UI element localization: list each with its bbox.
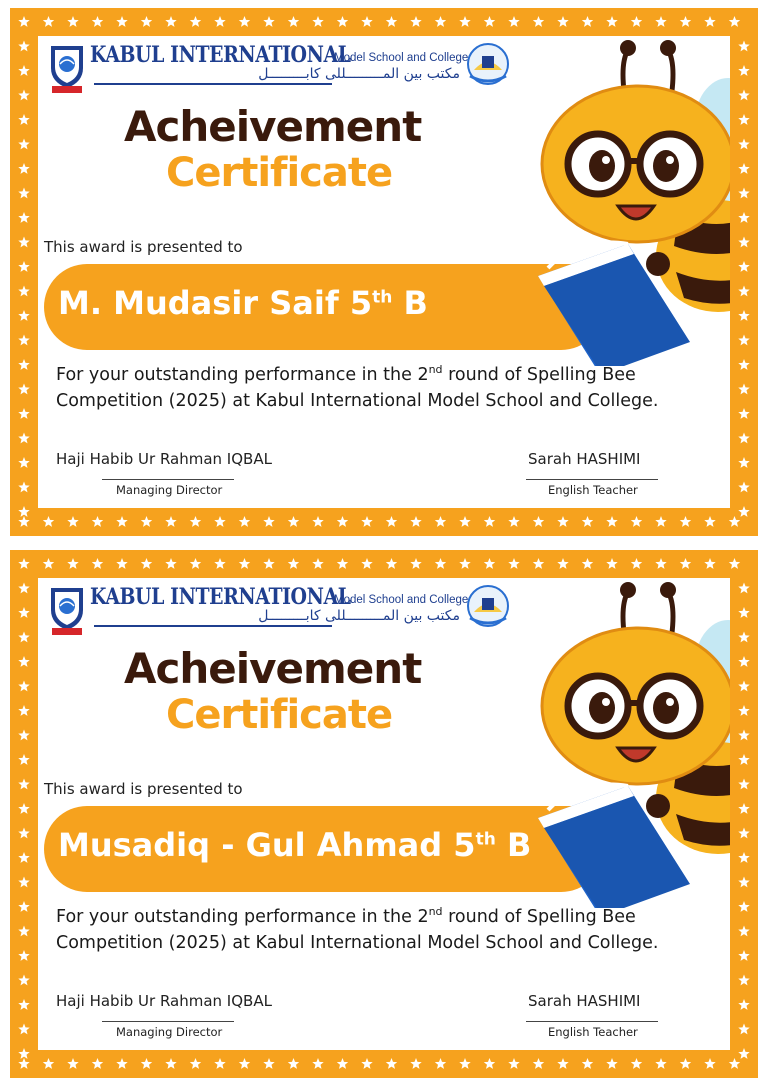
- border-star: [680, 16, 691, 27]
- border-star: [361, 1058, 372, 1069]
- student-name: Musadiq - Gul Ahmad 5th B: [58, 826, 532, 864]
- border-star: [738, 506, 749, 517]
- school-subtitle: Model School and College: [334, 594, 469, 606]
- achievement-description: For your outstanding performance in the 2nd round of Spelling Bee Competition (2025) at Kabul International Model School and College.: [56, 363, 659, 411]
- border-star: [738, 163, 749, 174]
- border-star: [410, 16, 421, 27]
- border-star: [738, 286, 749, 297]
- border-star: [435, 516, 446, 527]
- border-star: [43, 558, 54, 569]
- border-star: [18, 212, 29, 223]
- border-star: [738, 926, 749, 937]
- presented-to-label: This award is presented to: [44, 238, 243, 256]
- border-star: [582, 16, 593, 27]
- border-star: [92, 16, 103, 27]
- border-star: [606, 1058, 617, 1069]
- school-name: KABUL INTERNATIONAL: [90, 42, 351, 68]
- border-star: [67, 16, 78, 27]
- border-star: [738, 828, 749, 839]
- border-star: [43, 16, 54, 27]
- certificate-1: [10, 8, 758, 536]
- border-star: [738, 335, 749, 346]
- arabic-underline: [94, 83, 332, 85]
- border-star: [410, 1058, 421, 1069]
- director-name: Haji Habib Ur Rahman IQBAL: [56, 992, 272, 1010]
- border-star: [263, 16, 274, 27]
- border-star: [631, 16, 642, 27]
- border-star: [738, 999, 749, 1010]
- border-star: [459, 1058, 470, 1069]
- border-star: [18, 558, 29, 569]
- teacher-signature-line: [526, 479, 658, 480]
- border-star: [18, 754, 29, 765]
- border-star: [18, 65, 29, 76]
- border-star: [18, 482, 29, 493]
- bee-mascot-icon: [478, 36, 730, 366]
- border-star: [92, 1058, 103, 1069]
- border-star: [738, 754, 749, 765]
- border-star: [680, 1058, 691, 1069]
- border-star: [288, 516, 299, 527]
- border-star: [18, 607, 29, 618]
- border-star: [239, 558, 250, 569]
- border-star: [312, 516, 323, 527]
- border-star: [239, 1058, 250, 1069]
- border-star: [141, 16, 152, 27]
- border-star: [704, 558, 715, 569]
- border-star: [508, 558, 519, 569]
- border-star: [410, 558, 421, 569]
- border-star: [190, 516, 201, 527]
- border-star: [729, 558, 740, 569]
- border-star: [18, 16, 29, 27]
- border-star: [738, 188, 749, 199]
- border-star: [655, 16, 666, 27]
- border-star: [18, 188, 29, 199]
- border-star: [738, 359, 749, 370]
- border-star: [18, 1024, 29, 1035]
- border-star: [165, 1058, 176, 1069]
- border-star: [738, 114, 749, 125]
- border-star: [738, 65, 749, 76]
- border-star: [165, 516, 176, 527]
- border-star: [18, 877, 29, 888]
- school-name: KABUL INTERNATIONAL: [90, 584, 351, 610]
- school-crest-logo: [46, 42, 88, 94]
- border-star: [533, 16, 544, 27]
- border-star: [680, 516, 691, 527]
- border-star: [18, 457, 29, 468]
- border-star: [214, 1058, 225, 1069]
- border-star: [606, 558, 617, 569]
- border-star: [729, 16, 740, 27]
- border-star: [655, 1058, 666, 1069]
- border-star: [67, 1058, 78, 1069]
- border-star: [508, 16, 519, 27]
- border-star: [738, 384, 749, 395]
- border-star: [312, 16, 323, 27]
- border-star: [533, 558, 544, 569]
- border-star: [738, 975, 749, 986]
- border-star: [704, 516, 715, 527]
- border-star: [116, 558, 127, 569]
- border-star: [738, 632, 749, 643]
- school-name-arabic: مکتب بین المـــــــــللی کابـــــــــل: [258, 608, 460, 624]
- border-star: [606, 516, 617, 527]
- border-star: [533, 516, 544, 527]
- border-star: [386, 558, 397, 569]
- border-star: [18, 335, 29, 346]
- border-star: [582, 558, 593, 569]
- director-role: Managing Director: [116, 1025, 223, 1039]
- border-star: [508, 516, 519, 527]
- certificate-2: [10, 550, 758, 1078]
- border-star: [67, 558, 78, 569]
- border-star: [435, 1058, 446, 1069]
- border-star: [704, 1058, 715, 1069]
- teacher-role: English Teacher: [548, 1025, 638, 1039]
- border-star: [190, 558, 201, 569]
- border-star: [361, 516, 372, 527]
- border-star: [18, 828, 29, 839]
- border-star: [738, 90, 749, 101]
- border-star: [312, 1058, 323, 1069]
- border-star: [557, 16, 568, 27]
- border-star: [631, 516, 642, 527]
- border-star: [18, 926, 29, 937]
- border-star: [738, 139, 749, 150]
- border-star: [18, 286, 29, 297]
- border-star: [18, 237, 29, 248]
- border-star: [738, 779, 749, 790]
- border-star: [738, 408, 749, 419]
- teacher-role: English Teacher: [548, 483, 638, 497]
- border-star: [18, 163, 29, 174]
- border-star: [18, 901, 29, 912]
- certificate-title-line2: Certificate: [166, 150, 393, 196]
- border-star: [18, 139, 29, 150]
- school-subtitle: Model School and College: [334, 52, 469, 64]
- teacher-name: Sarah HASHIMI: [528, 992, 641, 1010]
- border-star: [116, 16, 127, 27]
- border-star: [18, 681, 29, 692]
- border-star: [729, 1058, 740, 1069]
- border-star: [337, 16, 348, 27]
- border-star: [18, 803, 29, 814]
- border-star: [18, 950, 29, 961]
- border-star: [18, 975, 29, 986]
- border-star: [738, 433, 749, 444]
- border-star: [361, 16, 372, 27]
- border-star: [655, 516, 666, 527]
- border-star: [386, 1058, 397, 1069]
- border-star: [361, 558, 372, 569]
- border-star: [141, 516, 152, 527]
- border-star: [312, 558, 323, 569]
- border-star: [263, 558, 274, 569]
- border-star: [738, 310, 749, 321]
- border-star: [141, 1058, 152, 1069]
- teacher-name: Sarah HASHIMI: [528, 450, 641, 468]
- border-star: [738, 457, 749, 468]
- student-name: M. Mudasir Saif 5th B: [58, 284, 428, 322]
- border-star: [738, 950, 749, 961]
- border-star: [337, 1058, 348, 1069]
- director-role: Managing Director: [116, 483, 223, 497]
- border-star: [738, 261, 749, 272]
- border-star: [190, 16, 201, 27]
- border-star: [459, 558, 470, 569]
- border-star: [508, 1058, 519, 1069]
- border-star: [214, 558, 225, 569]
- border-star: [92, 516, 103, 527]
- border-star: [738, 482, 749, 493]
- border-star: [165, 16, 176, 27]
- border-star: [738, 705, 749, 716]
- border-star: [410, 516, 421, 527]
- border-star: [190, 1058, 201, 1069]
- border-star: [680, 558, 691, 569]
- border-star: [18, 408, 29, 419]
- certificate-title-line2: Certificate: [166, 692, 393, 738]
- border-star: [165, 558, 176, 569]
- border-star: [18, 632, 29, 643]
- border-star: [631, 558, 642, 569]
- border-star: [738, 212, 749, 223]
- border-star: [18, 261, 29, 272]
- border-star: [18, 999, 29, 1010]
- border-star: [18, 506, 29, 517]
- border-star: [92, 558, 103, 569]
- border-star: [116, 1058, 127, 1069]
- border-star: [18, 41, 29, 52]
- border-star: [484, 16, 495, 27]
- border-star: [18, 779, 29, 790]
- border-star: [738, 877, 749, 888]
- certificate-body: [38, 578, 730, 1050]
- border-star: [459, 516, 470, 527]
- border-star: [738, 1048, 749, 1059]
- border-star: [435, 16, 446, 27]
- director-signature-line: [102, 479, 234, 480]
- certificate-title-line1: Acheivement: [124, 644, 422, 693]
- border-star: [738, 607, 749, 618]
- border-star: [141, 558, 152, 569]
- border-star: [263, 516, 274, 527]
- border-star: [738, 803, 749, 814]
- border-star: [288, 558, 299, 569]
- certificate-body: [38, 36, 730, 508]
- border-star: [484, 516, 495, 527]
- director-name: Haji Habib Ur Rahman IQBAL: [56, 450, 272, 468]
- border-star: [738, 901, 749, 912]
- border-star: [263, 1058, 274, 1069]
- border-star: [18, 1058, 29, 1069]
- border-star: [484, 558, 495, 569]
- border-star: [738, 656, 749, 667]
- border-star: [116, 516, 127, 527]
- border-star: [43, 1058, 54, 1069]
- border-star: [18, 583, 29, 594]
- border-star: [239, 16, 250, 27]
- border-star: [239, 516, 250, 527]
- border-star: [337, 558, 348, 569]
- border-star: [435, 558, 446, 569]
- border-star: [18, 433, 29, 444]
- border-star: [18, 656, 29, 667]
- border-star: [18, 516, 29, 527]
- border-star: [18, 730, 29, 741]
- border-star: [288, 16, 299, 27]
- border-star: [582, 516, 593, 527]
- border-star: [557, 558, 568, 569]
- border-star: [738, 681, 749, 692]
- border-star: [67, 516, 78, 527]
- border-star: [214, 16, 225, 27]
- border-star: [582, 1058, 593, 1069]
- border-star: [288, 1058, 299, 1069]
- school-crest-logo: [46, 584, 88, 636]
- border-star: [738, 730, 749, 741]
- border-star: [738, 852, 749, 863]
- border-star: [533, 1058, 544, 1069]
- border-star: [386, 16, 397, 27]
- border-star: [18, 852, 29, 863]
- border-star: [738, 583, 749, 594]
- teacher-signature-line: [526, 1021, 658, 1022]
- border-star: [459, 16, 470, 27]
- achievement-description: For your outstanding performance in the 2nd round of Spelling Bee Competition (2025) at Kabul International Model School and College.: [56, 905, 659, 953]
- border-star: [606, 16, 617, 27]
- border-star: [729, 516, 740, 527]
- border-star: [738, 41, 749, 52]
- arabic-underline: [94, 625, 332, 627]
- bee-mascot-icon: [478, 578, 730, 908]
- border-star: [18, 310, 29, 321]
- border-star: [704, 16, 715, 27]
- border-star: [43, 516, 54, 527]
- certificate-title-line1: Acheivement: [124, 102, 422, 151]
- border-star: [18, 359, 29, 370]
- border-star: [484, 1058, 495, 1069]
- school-name-arabic: مکتب بین المـــــــــللی کابـــــــــل: [258, 66, 460, 82]
- border-star: [337, 516, 348, 527]
- presented-to-label: This award is presented to: [44, 780, 243, 798]
- border-star: [738, 237, 749, 248]
- border-star: [557, 1058, 568, 1069]
- border-star: [557, 516, 568, 527]
- border-star: [18, 384, 29, 395]
- border-star: [655, 558, 666, 569]
- director-signature-line: [102, 1021, 234, 1022]
- border-star: [214, 516, 225, 527]
- border-star: [386, 516, 397, 527]
- border-star: [738, 1024, 749, 1035]
- border-star: [18, 705, 29, 716]
- border-star: [18, 90, 29, 101]
- border-star: [631, 1058, 642, 1069]
- border-star: [18, 1048, 29, 1059]
- border-star: [18, 114, 29, 125]
